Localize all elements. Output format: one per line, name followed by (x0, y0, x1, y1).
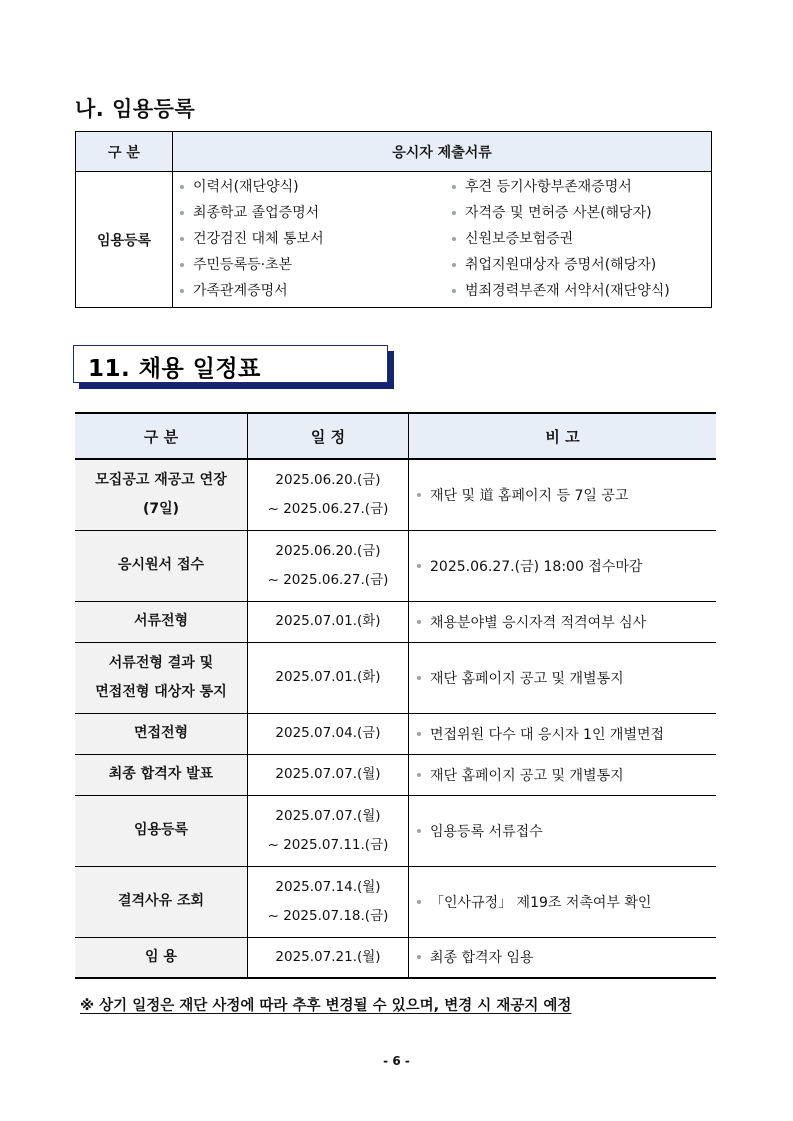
schedule-note (409, 713, 717, 754)
schedule-category (75, 866, 248, 937)
bullet-icon (417, 829, 421, 833)
category-line: 결격사유 조회 (117, 893, 205, 909)
schedule-date (248, 713, 409, 754)
category-line: 임 용 (145, 948, 177, 965)
table-row (75, 530, 716, 601)
bullet-icon (417, 900, 421, 904)
table-row (75, 937, 716, 978)
section-banner (73, 345, 388, 383)
document-name: 후견 등기사항부존재증명서 (465, 179, 632, 195)
schedule-note (409, 937, 717, 978)
note-text: 채용분야별 응시자격 적격여부 심사 (430, 614, 647, 631)
document-name: 가족관계증명서 (193, 283, 288, 299)
document-name: 신원보증보험증권 (465, 231, 574, 247)
schedule-note (409, 459, 717, 530)
bullet-icon (417, 620, 421, 624)
list-item (452, 278, 710, 304)
schedule-date (248, 642, 409, 713)
bullet-icon (452, 211, 456, 215)
bullet-icon (417, 732, 421, 736)
schedule-note (409, 530, 717, 601)
list-item (452, 226, 710, 252)
document-name: 이력서(재단양식) (193, 179, 299, 195)
document-list-right (446, 173, 710, 306)
schedule-category (75, 795, 248, 866)
schedule-note (409, 866, 717, 937)
bullet-icon (417, 493, 421, 497)
header-category: 구 분 (75, 413, 248, 459)
date-line: 2025.07.07.(월) (275, 766, 381, 782)
bullet-icon (417, 564, 421, 568)
category-line: 면접전형 대상자 통지 (95, 683, 227, 700)
schedule-note (409, 601, 717, 642)
list-item (180, 252, 444, 278)
document-name: 범죄경력부존재 서약서(재단양식) (465, 283, 670, 299)
bullet-icon (417, 955, 421, 959)
table-row (76, 172, 712, 308)
schedule-date (248, 795, 409, 866)
schedule-category (75, 937, 248, 978)
table-row (75, 713, 716, 754)
note-text: 면접위원 다수 대 응시자 1인 개별면접 (430, 726, 665, 743)
schedule-category (75, 642, 248, 713)
list-item (180, 278, 444, 304)
header-schedule: 일 정 (248, 413, 409, 459)
date-line: 2025.07.07.(월) (275, 807, 381, 824)
section-title-appointment: 나. 임용등록 (75, 97, 196, 121)
schedule-date (248, 601, 409, 642)
category-line: 응시원서 접수 (117, 557, 205, 573)
category-line: 면접전형 (133, 725, 189, 741)
category-line: (7일) (142, 500, 180, 517)
header-documents: 응시자 제출서류 (173, 132, 712, 172)
schedule-date (248, 459, 409, 530)
date-line: ~ 2025.06.27.(금) (267, 571, 389, 588)
schedule-table (75, 412, 716, 979)
header-category: 구 분 (76, 132, 173, 172)
schedule-category (75, 459, 248, 530)
bullet-icon (180, 211, 184, 215)
bullet-icon (180, 237, 184, 241)
table-row (75, 642, 716, 713)
document-name: 건강검진 대체 통보서 (193, 231, 324, 247)
note-text: 최종 합격자 임용 (430, 950, 534, 967)
note-text: 재단 홈페이지 공고 및 개별통지 (430, 767, 624, 784)
bullet-icon (417, 676, 421, 680)
table-row (75, 795, 716, 866)
schedule-category (75, 530, 248, 601)
category-line: 서류전형 (133, 613, 189, 629)
documents-right-column (445, 172, 712, 308)
note-text: 「인사규정」 제19조 저촉여부 확인 (430, 894, 652, 911)
appointment-documents-table (75, 131, 712, 308)
bullet-icon (180, 289, 184, 293)
table-row (75, 601, 716, 642)
bullet-icon (180, 263, 184, 267)
document-name: 취업지원대상자 증명서(해당자) (465, 257, 657, 273)
bullet-icon (452, 289, 456, 293)
date-line: ~ 2025.07.11.(금) (267, 836, 389, 853)
table-header-row (75, 413, 716, 459)
documents-left-column (173, 172, 446, 308)
date-line: ~ 2025.07.18.(금) (267, 907, 389, 924)
table-header-row (76, 132, 712, 172)
bullet-icon (417, 773, 421, 777)
row-label: 임용등록 (76, 172, 173, 308)
header-note: 비 고 (409, 413, 717, 459)
category-line: 임용등록 (133, 822, 189, 838)
schedule-note (409, 795, 717, 866)
schedule-date (248, 754, 409, 795)
date-line: 2025.07.04.(금) (275, 725, 381, 741)
bullet-icon (452, 185, 456, 189)
schedule-category (75, 601, 248, 642)
category-line: 모집공고 재공고 연장 (95, 471, 227, 488)
schedule-date (248, 866, 409, 937)
list-item (180, 200, 444, 226)
date-line: 2025.06.20.(금) (275, 471, 381, 488)
page-number: - 6 - (383, 1054, 410, 1068)
list-item (452, 200, 710, 226)
date-line: 2025.07.01.(화) (275, 669, 381, 685)
document-name: 주민등록등·초본 (193, 257, 293, 273)
table-row (75, 754, 716, 795)
date-line: 2025.06.20.(금) (275, 542, 381, 559)
bullet-icon (452, 263, 456, 267)
note-text: 임용등록 서류접수 (430, 823, 543, 840)
schedule-category (75, 754, 248, 795)
schedule-note (409, 642, 717, 713)
category-line: 최종 합격자 발표 (108, 766, 214, 782)
document-list-left (174, 173, 444, 306)
section-title-schedule: 11. 채용 일정표 (88, 356, 261, 382)
schedule-category (75, 713, 248, 754)
date-line: ~ 2025.06.27.(금) (267, 500, 389, 517)
footnote: ※ 상기 일정은 재단 사정에 따라 추후 변경될 수 있으며, 변경 시 재공지 예정 (80, 998, 572, 1014)
list-item (452, 252, 710, 278)
list-item (180, 226, 444, 252)
category-line: 서류전형 결과 및 (108, 654, 214, 671)
note-text: 재단 홈페이지 공고 및 개별통지 (430, 670, 624, 687)
document-name: 자격증 및 면허증 사본(해당자) (465, 205, 652, 221)
schedule-note (409, 754, 717, 795)
bullet-icon (452, 237, 456, 241)
date-line: 2025.07.21.(월) (275, 948, 381, 965)
list-item (452, 174, 710, 200)
list-item (180, 174, 444, 200)
document-name: 최종학교 졸업증명서 (193, 205, 320, 221)
date-line: 2025.07.14.(월) (275, 878, 381, 895)
date-line: 2025.07.01.(화) (275, 613, 381, 629)
schedule-date (248, 937, 409, 978)
table-row (75, 459, 716, 530)
schedule-date (248, 530, 409, 601)
note-text: 재단 및 道 홈페이지 등 7일 공고 (430, 487, 629, 504)
note-text: 2025.06.27.(금) 18:00 접수마감 (430, 558, 643, 575)
bullet-icon (180, 185, 184, 189)
table-row (75, 866, 716, 937)
